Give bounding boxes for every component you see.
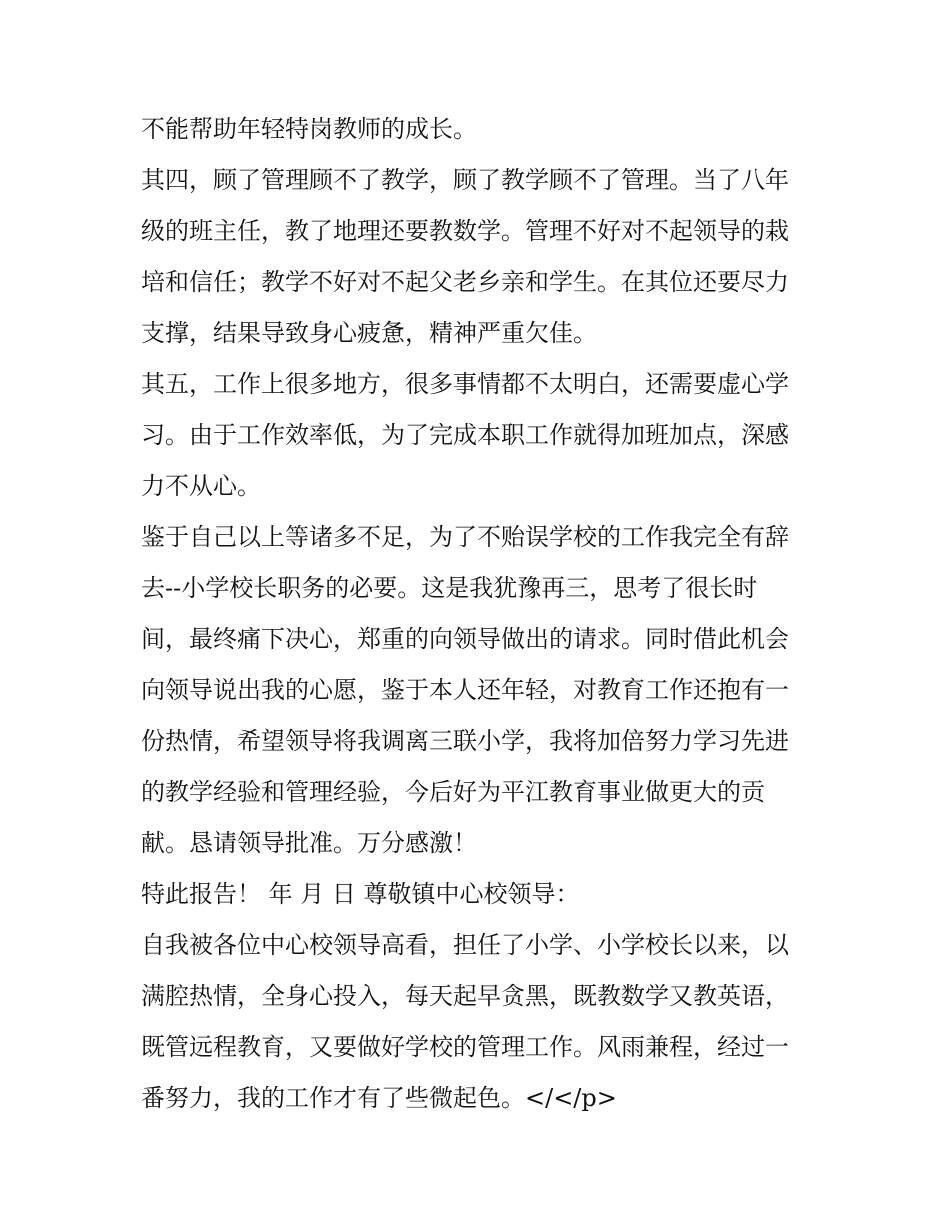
text-line: 向领导说出我的心愿，鉴于本人还年轻，对教育工作还抱有一	[141, 676, 789, 704]
text-line: 的教学经验和管理经验，今后好为平江教育事业做更大的贡	[141, 778, 765, 806]
text-line: 其四，顾了管理顾不了教学，顾了教学顾不了管理。当了八年	[141, 166, 789, 194]
text-line: 级的班主任，教了地理还要教数学。管理不好对不起领导的栽	[141, 217, 789, 245]
text-line: 自我被各位中心校领导高看，担任了小学、小学校长以来，以	[141, 931, 789, 959]
text-line: 间，最终痛下决心，郑重的向领导做出的请求。同时借此机会	[141, 625, 789, 653]
text-line: 力不从心。	[141, 472, 261, 500]
document-body	[141, 104, 821, 1124]
text-line: 份热情，希望领导将我调离三联小学，我将加倍努力学习先进	[141, 727, 789, 755]
text-line: 番努力，我的工作才有了些微起色。</</p>	[141, 1084, 617, 1112]
text-line: 培和信任；教学不好对不起父老乡亲和学生。在其位还要尽力	[141, 268, 789, 296]
text-line: 支撑，结果导致身心疲惫，精神严重欠佳。	[141, 319, 597, 347]
text-line: 其五，工作上很多地方，很多事情都不太明白，还需要虚心学	[141, 370, 789, 398]
text-line: 满腔热情，全身心投入，每天起早贪黑，既教数学又教英语，	[141, 982, 789, 1010]
text-line: 鉴于自己以上等诸多不足，为了不贻误学校的工作我完全有辞	[141, 523, 789, 551]
text-line: 去--小学校长职务的必要。这是我犹豫再三，思考了很长时	[141, 574, 758, 602]
text-line: 习。由于工作效率低，为了完成本职工作就得加班加点，深感	[141, 421, 789, 449]
text-line: 献。恳请领导批准。万分感激！	[141, 829, 477, 857]
text-line: 特此报告！ 年 月 日 尊敬镇中心校领导：	[141, 880, 580, 908]
text-line: 既管远程教育，又要做好学校的管理工作。风雨兼程，经过一	[141, 1033, 789, 1061]
text-line: 不能帮助年轻特岗教师的成长。	[141, 115, 477, 143]
